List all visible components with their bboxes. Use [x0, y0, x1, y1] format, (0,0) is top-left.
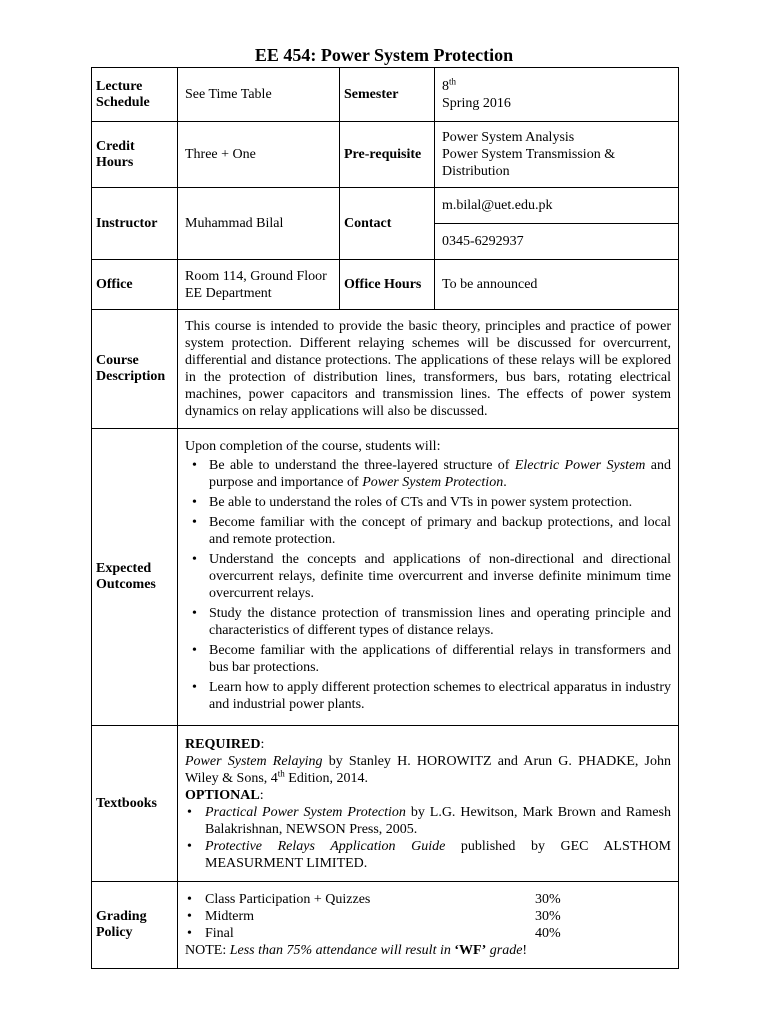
- expected-outcomes-label: Expected Outcomes: [92, 429, 178, 726]
- list-item: • Become familiar with the concept of primary and backup protections, and local and remote protection.: [209, 514, 671, 548]
- table-row: [92, 429, 679, 726]
- expected-outcomes-content: [178, 429, 679, 726]
- credit-hours-value: Three + One: [178, 122, 340, 188]
- list-item: • Practical Power System Protection by L.G. Hewitson, Mark Brown and Ramesh Balakrishnan, NEWSON Press, 2005.: [205, 804, 671, 838]
- list-item: • Final 40%: [205, 925, 671, 942]
- list-item: • Learn how to apply different protection schemes to electrical apparatus in industry and industrial power plants.: [209, 679, 671, 713]
- credit-hours-label: Credit Hours: [92, 122, 178, 188]
- office-label: Office: [92, 260, 178, 310]
- list-item: • Study the distance protection of transmission lines and operating principle and characteristics of different types of distance relays.: [209, 605, 671, 639]
- required-book: Power System Relaying by Stanley H. HOROWITZ and Arun G. PHADKE, John Wiley & Sons, 4th Edition, 2014.: [185, 753, 672, 786]
- table-row: [92, 882, 679, 969]
- grading-policy-content: [178, 882, 679, 969]
- table-row: [92, 260, 679, 310]
- textbooks-content: REQUIRED: Power System Relaying by Stanley H. HOROWITZ and Arun G. PHADKE, John Wiley & Sons, 4th Edition, 2014. OPTIONAL: • Practical Power System Protection by L.G. Hewitson, Mark Brown and Ramesh Balakrishnan, NEWSON Press, 2005. • Protective Relays Application Guide published by GEC ALSTHOM MEASURMENT LIMITED.: [178, 726, 679, 882]
- table-row: [92, 122, 679, 188]
- instructor-label: Instructor: [92, 188, 178, 260]
- semester-label: Semester: [340, 68, 435, 122]
- list-item: • Midterm 30%: [205, 908, 671, 925]
- course-description-text: This course is intended to provide the basic theory, principles and practice of power system protection. Different relaying schemes will be discussed for overcurrent, differential and distance protections. The applications of these relays will be explored in the protection of distribution lines, transformers, bus bars, rotating electrical machines, power capacitors and transmission lines. The effects of power system dynamics on relay applications will also be discussed.: [178, 310, 679, 429]
- grading-list: [185, 891, 671, 942]
- semester-sup: th: [449, 75, 457, 86]
- list-item: • Be able to understand the three-layered structure of Electric Power System and purpose and importance of Power System Protection.: [209, 457, 671, 491]
- prerequisite-label: Pre-requisite: [340, 122, 435, 188]
- list-item: • Be able to understand the roles of CTs and VTs in power system protection.: [209, 494, 671, 511]
- contact-phone: 0345-6292937: [442, 234, 524, 249]
- office-value: Room 114, Ground Floor EE Department: [178, 260, 340, 310]
- contact-email[interactable]: m.bilal@uet.edu.pk: [435, 188, 678, 224]
- table-row: [92, 310, 679, 429]
- semester-term: Spring 2016: [442, 95, 511, 111]
- table-row: [92, 68, 679, 122]
- office-hours-label: Office Hours: [340, 260, 435, 310]
- optional-heading: OPTIONAL: [185, 787, 260, 803]
- semester-value: [435, 68, 679, 122]
- course-info-table: [91, 67, 679, 969]
- required-heading: REQUIRED: [185, 736, 261, 752]
- list-item: • Class Participation + Quizzes 30%: [205, 891, 671, 908]
- list-item: • Become familiar with the applications of differential relays in transformers and bus bar protections.: [209, 642, 671, 676]
- outcomes-list: [185, 457, 671, 713]
- prerequisite-value: Power System Analysis Power System Transmission & Distribution: [435, 122, 679, 188]
- office-hours-value: To be announced: [435, 260, 679, 310]
- list-item: • Understand the concepts and applications of non-directional and directional overcurrent relays, definite time overcurrent and inverse definite minimum time overcurrent relays.: [209, 551, 671, 602]
- table-row: [92, 726, 679, 882]
- contact-label: Contact: [340, 188, 435, 260]
- list-item: • Protective Relays Application Guide published by GEC ALSTHOM MEASURMENT LIMITED.: [205, 838, 671, 872]
- lecture-schedule-label: Lecture Schedule: [92, 68, 178, 122]
- textbooks-label: Textbooks: [92, 726, 178, 882]
- document-title: EE 454: Power System Protection: [254, 45, 514, 65]
- grading-policy-label: Grading Policy: [92, 882, 178, 969]
- course-description-label: Course Description: [92, 310, 178, 429]
- outcomes-intro: Upon completion of the course, students will:: [185, 439, 441, 454]
- lecture-schedule-value: See Time Table: [178, 68, 340, 122]
- attendance-note: NOTE: Less than 75% attendance will result in ‘WF’ grade!: [185, 943, 528, 958]
- optional-books-list: [185, 804, 671, 872]
- semester-number: 8: [442, 78, 449, 94]
- instructor-value: Muhammad Bilal: [178, 188, 340, 260]
- table-row: [92, 188, 679, 260]
- contact-value: [435, 188, 679, 260]
